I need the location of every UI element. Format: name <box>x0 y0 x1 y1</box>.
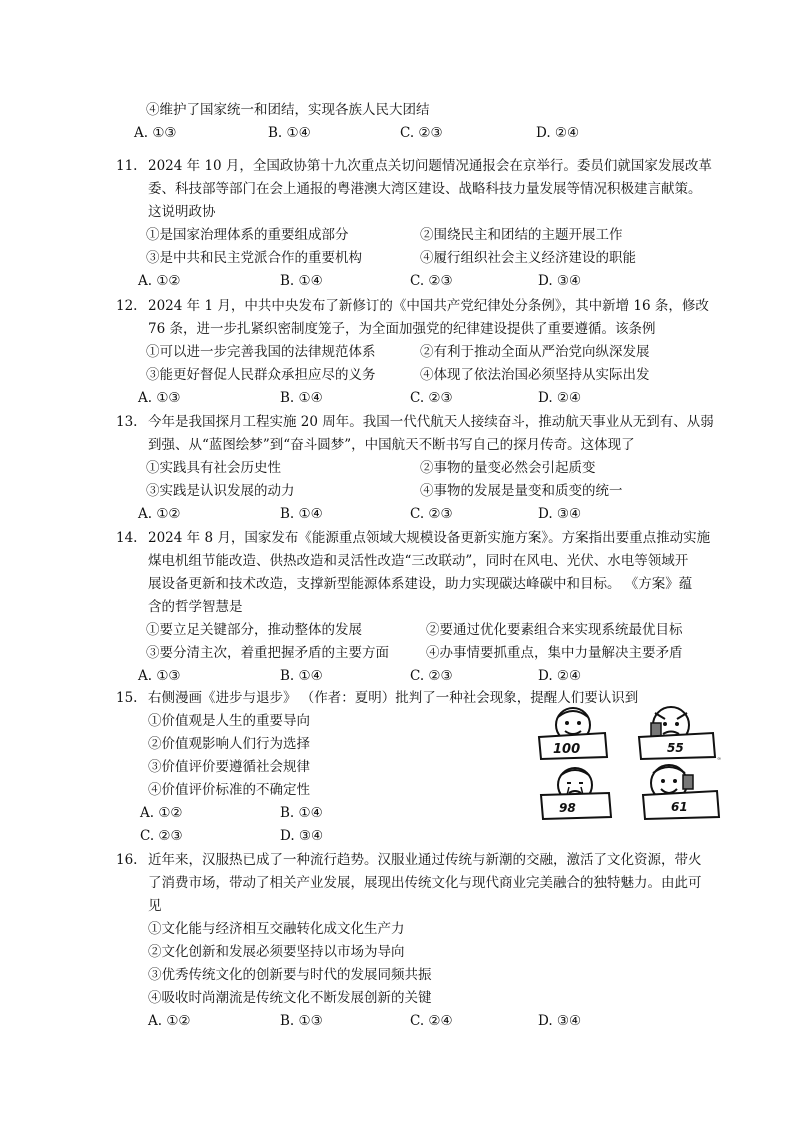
q16-choice-b: B. ①③ <box>280 1013 323 1029</box>
q10-item-4: ④维护了国家统一和团结，实现各族人民大团结 <box>146 102 430 118</box>
q16-choice-c: C. ②④ <box>410 1013 453 1029</box>
q11-choice-c: C. ②③ <box>410 273 453 289</box>
q15-item-3: ③价值评价要遵循社会规律 <box>148 759 310 775</box>
q12-choice-a: A. ①③ <box>138 390 181 406</box>
q16-stem-line-3: 见 <box>148 898 162 914</box>
q13-choice-b: B. ①④ <box>280 506 323 522</box>
q10-choice-d: D. ②④ <box>536 125 580 141</box>
q13-stem-line-2: 到强、从“蓝图绘梦”到“奋斗圆梦”，中国航天不断书写自己的探月传奇。这体现了 <box>148 437 635 453</box>
cartoon-panel-1 <box>539 708 607 759</box>
q12-stem-line-1: 12. 2024 年 1 月，中共中央发布了新修订的《中国共产党纪律处分条例》，其中新增 16 条，修改 <box>116 298 709 314</box>
q14-item-4: ④办事情要抓重点，集中力量解决主要矛盾 <box>426 645 683 661</box>
svg-text:∞: ∞ <box>717 756 722 762</box>
q11-stem-line-3: 这说明政协 <box>148 204 216 220</box>
q13-choice-d: D. ③④ <box>538 506 582 522</box>
q16-choice-a: A. ①② <box>148 1013 191 1029</box>
q13-item-3: ③实践是认识发展的动力 <box>146 483 295 499</box>
q11-item-1: ①是国家治理体系的重要组成部分 <box>146 227 349 243</box>
q14-number: 14. <box>116 530 138 546</box>
q11-stem-line-2: 委、科技部等部门在会上通报的粤港澳大湾区建设、战略科技力量发展等情况积极建言献策。 <box>148 181 702 197</box>
q14-choice-c: C. ②③ <box>410 668 453 684</box>
cartoon-score-2: 55 <box>667 741 684 755</box>
q14-choice-a: A. ①③ <box>138 668 181 684</box>
q15-choice-d: D. ③④ <box>280 828 324 844</box>
q11-choice-b: B. ①④ <box>280 273 323 289</box>
q11-choice-a: A. ①② <box>138 273 181 289</box>
cartoon-panel-4 <box>643 765 719 819</box>
q12-item-1: ①可以进一步完善我国的法律规范体系 <box>146 344 376 360</box>
q11-number: 11. <box>116 158 138 174</box>
q10-choice-a: A. ①③ <box>134 125 177 141</box>
q15-stem: 15. 右侧漫画《进步与退步》 （作者：夏明）批判了一种社会现象，提醒人们要认识到 <box>116 690 639 706</box>
q12-choice-d: D. ②④ <box>538 390 582 406</box>
q15-choice-a: A. ①② <box>140 805 183 821</box>
q11-item-4: ④履行组织社会主义经济建设的职能 <box>420 250 636 266</box>
q12-item-3: ③能更好督促人民群众承担应尽的义务 <box>146 367 376 383</box>
cartoon-panel-2 <box>639 707 721 762</box>
q12-item-4: ④体现了依法治国必须坚持从实际出发 <box>420 367 650 383</box>
q13-stem-line-1: 13. 今年是我国探月工程实施 20 周年。我国一代代航天人接续奋斗，推动航天事业从无到有、从弱 <box>116 414 714 430</box>
q16-choice-d: D. ③④ <box>538 1013 582 1029</box>
q13-item-4: ④事物的发展是量变和质变的统一 <box>420 483 623 499</box>
q11-item-3: ③是中共和民主党派合作的重要机构 <box>146 250 362 266</box>
q11-stem-line-1: 11. 2024 年 10 月，全国政协第十九次重点关切问题情况通报会在京举行。委员们就国家发展改革 <box>116 158 712 174</box>
q12-stem-line-2: 76 条，进一步扎紧织密制度笼子，为全面加强党的纪律建设提供了重要遵循。该条例 <box>148 321 656 337</box>
q11-item-2: ②围绕民主和团结的主题开展工作 <box>420 227 623 243</box>
progress-regress-cartoon <box>533 703 733 821</box>
cartoon-score-4: 61 <box>671 800 688 814</box>
q14-stem-line-1: 14. 2024 年 8 月，国家发布《能源重点领域大规模设备更新实施方案》。方案指出要重点推动实施 <box>116 530 711 546</box>
q13-item-1: ①实践具有社会历史性 <box>146 460 281 476</box>
q15-item-2: ②价值观影响人们行为选择 <box>148 736 310 752</box>
cartoon-score-3: 98 <box>559 801 576 815</box>
q16-item-2: ②文化创新和发展必须要坚持以市场为导向 <box>148 944 405 960</box>
q14-stem-line-4: 含的哲学智慧是 <box>148 599 243 615</box>
q15-choice-b: B. ①④ <box>280 805 323 821</box>
q15-item-4: ④价值评价标准的不确定性 <box>148 782 310 798</box>
q12-choice-b: B. ①④ <box>280 390 323 406</box>
q15-item-1: ①价值观是人生的重要导向 <box>148 713 310 729</box>
q14-stem-line-2: 煤电机组节能改造、供热改造和灵活性改造“三改联动”，同时在风电、光伏、水电等领域开 <box>148 553 689 569</box>
q15-number: 15. <box>116 690 138 706</box>
q15-choice-c: C. ②③ <box>140 828 183 844</box>
q13-item-2: ②事物的量变必然会引起质变 <box>420 460 596 476</box>
q13-choice-a: A. ①② <box>138 506 181 522</box>
q16-number: 16. <box>116 852 138 868</box>
q11-choice-d: D. ③④ <box>538 273 582 289</box>
q12-choice-c: C. ②③ <box>410 390 453 406</box>
q14-choice-b: B. ①④ <box>280 668 323 684</box>
q16-stem-line-2: 了消费市场，带动了相关产业发展，展现出传统文化与现代商业完美融合的独特魅力。由此可 <box>148 875 702 891</box>
q12-number: 12. <box>116 298 138 314</box>
cartoon-score-1: 100 <box>553 742 581 757</box>
q13-choice-c: C. ②③ <box>410 506 453 522</box>
q14-stem-line-3: 展设备更新和技术改造，支撑新型能源体系建设，助力实现碳达峰碳中和目标。 《方案》蕴 <box>148 576 693 592</box>
q16-item-1: ①文化能与经济相互交融转化成文化生产力 <box>148 921 405 937</box>
q16-stem-line-1: 16. 近年来，汉服热已成了一种流行趋势。汉服业通过传统与新潮的交融，激活了文化资源，带火 <box>116 852 702 868</box>
cartoon-panel-3 <box>541 768 611 819</box>
q14-item-1: ①要立足关键部分，推动整体的发展 <box>146 622 362 638</box>
q10-choice-b: B. ①④ <box>268 125 311 141</box>
q14-choice-d: D. ②④ <box>538 668 582 684</box>
q14-item-3: ③要分清主次，着重把握矛盾的主要方面 <box>146 645 389 661</box>
q13-number: 13. <box>116 414 138 430</box>
q16-item-4: ④吸收时尚潮流是传统文化不断发展创新的关键 <box>148 990 432 1006</box>
q16-item-3: ③优秀传统文化的创新要与时代的发展同频共振 <box>148 967 432 983</box>
q14-item-2: ②要通过优化要素组合来实现系统最优目标 <box>426 622 683 638</box>
q10-choice-c: C. ②③ <box>400 125 443 141</box>
q12-item-2: ②有利于推动全面从严治党向纵深发展 <box>420 344 650 360</box>
